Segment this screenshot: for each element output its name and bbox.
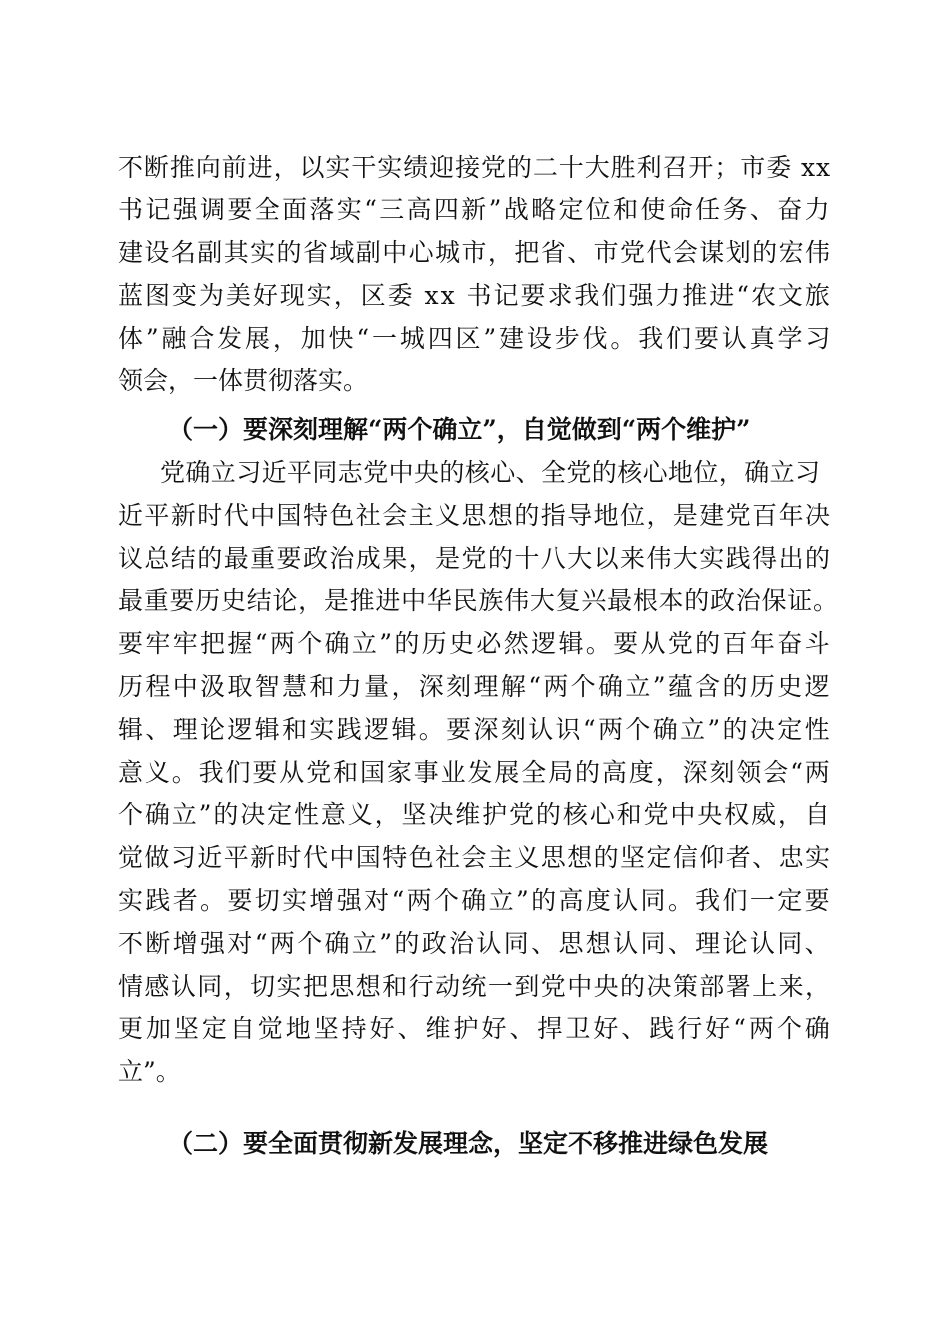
body-text-line: 觉做习近平新时代中国特色社会主义思想的坚定信仰者、忠实 xyxy=(118,843,832,872)
body-text-line: 建设名副其实的省域副中心城市，把省、市党代会谋划的宏伟 xyxy=(118,238,832,267)
body-text-line: 党确立习近平同志党中央的核心、全党的核心地位，确立习 xyxy=(160,458,821,487)
body-text-line: 情感认同，切实把思想和行动统一到党中央的决策部署上来， xyxy=(118,972,832,1001)
body-text-line: 不断推向前进，以实干实绩迎接党的二十大胜利召开；市委 xx xyxy=(118,153,832,182)
body-text-line: 辑、理论逻辑和实践逻辑。要深刻认识“两个确立”的决定性 xyxy=(118,715,832,744)
body-text-line: 书记强调要全面落实“三高四新”战略定位和使命任务、奋力 xyxy=(118,195,832,224)
body-text-line: 近平新时代中国特色社会主义思想的指导地位，是建党百年决 xyxy=(118,501,832,530)
body-text-line: 立”。 xyxy=(118,1057,181,1086)
body-text-line: 议总结的最重要政治成果，是党的十八大以来伟大实践得出的 xyxy=(118,544,832,573)
body-text-line: 实践者。要切实增强对“两个确立”的高度认同。我们一定要 xyxy=(118,886,832,915)
body-text-line: 个确立”的决定性意义，坚决维护党的核心和党中央权威，自 xyxy=(118,800,832,829)
body-text-line: 要牢牢把握“两个确立”的历史必然逻辑。要从党的百年奋斗 xyxy=(118,629,832,658)
body-text-line: 体”融合发展，加快“一城四区”建设步伐。我们要认真学习 xyxy=(118,324,834,353)
body-text-line: 更加坚定自觉地坚持好、维护好、捍卫好、践行好“两个确 xyxy=(118,1014,833,1043)
body-text-line: 历程中汲取智慧和力量，深刻理解“两个确立”蕴含的历史逻 xyxy=(118,672,832,701)
body-text-line: 不断增强对“两个确立”的政治认同、思想认同、理论认同、 xyxy=(118,929,832,958)
section-heading-two: （二）要全面贯彻新发展理念，坚定不移推进绿色发展 xyxy=(168,1129,769,1158)
body-text-line: 领会，一体贯彻落实。 xyxy=(118,366,369,395)
body-text-line: 意义。我们要从党和国家事业发展全局的高度，深刻领会“两 xyxy=(118,758,832,787)
body-text-line: 蓝图变为美好现实，区委 xx 书记要求我们强力推进“农文旅 xyxy=(118,281,832,310)
body-text-line: 最重要历史结论，是推进中华民族伟大复兴最根本的政治保证。 xyxy=(118,586,839,615)
section-heading-one: （一）要深刻理解“两个确立”，自觉做到“两个维护” xyxy=(168,415,751,444)
